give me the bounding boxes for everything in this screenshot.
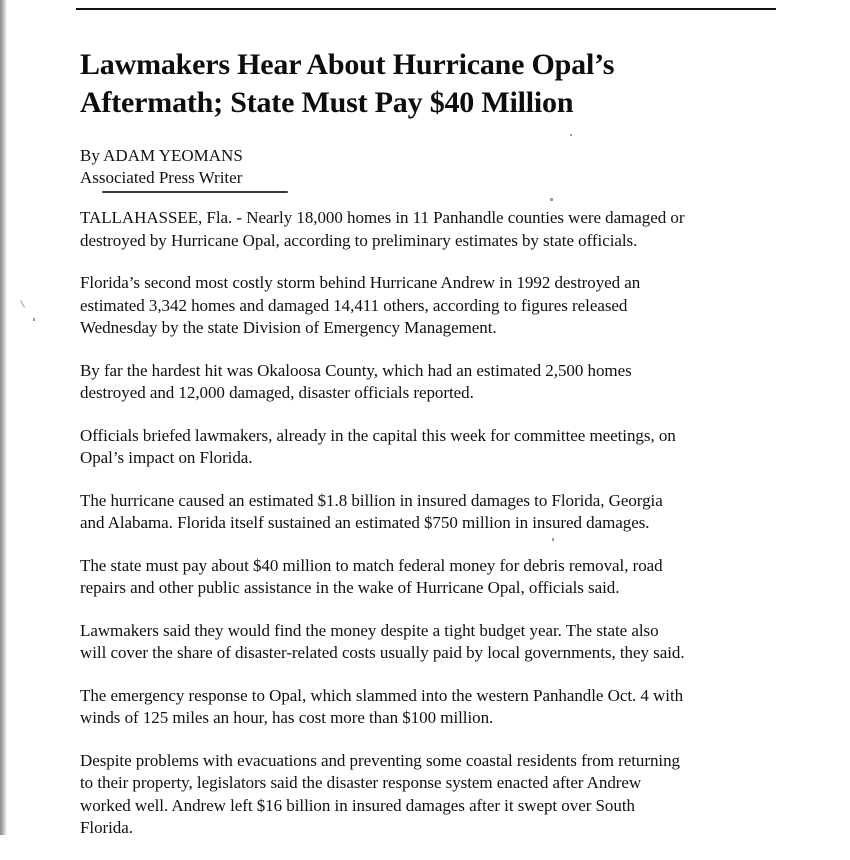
text-line: will cover the share of disaster-related costs usually paid by local governments, they said. bbox=[80, 643, 685, 662]
text-line: Officials briefed lawmakers, already in the capital this week for committee meetings, on bbox=[80, 425, 676, 445]
text-line: to their property, legislators said the disaster response system enacted after Andrew bbox=[80, 773, 642, 792]
paragraph bbox=[80, 360, 790, 405]
text-line: winds of 125 miles an hour, has cost more than $100 million. bbox=[80, 708, 494, 727]
byline bbox=[80, 145, 288, 193]
paragraph bbox=[80, 750, 790, 840]
text-line: The hurricane caused an estimated $1.8 billion in insured damages to Florida, Georgia bbox=[80, 490, 663, 510]
text-line: worked well. Andrew left $16 billion in insured damages after it swept over South bbox=[80, 795, 635, 815]
paragraph bbox=[80, 207, 790, 252]
headline-line-1: Lawmakers Hear About Hurricane Opal’s bbox=[80, 48, 615, 81]
paragraph bbox=[80, 272, 790, 340]
top-rule bbox=[76, 8, 776, 10]
scan-edge-shadow bbox=[0, 0, 7, 835]
scan-speck bbox=[552, 538, 554, 541]
text-line: Wednesday by the state Division of Emergency Management. bbox=[80, 318, 497, 337]
text-line: The state must pay about $40 million to match federal money for debris removal, road bbox=[80, 555, 663, 575]
headline-line-2: Aftermath; State Must Pay $40 Million bbox=[80, 86, 574, 119]
text-line: Opal’s impact on Florida. bbox=[80, 448, 253, 467]
paragraph bbox=[80, 685, 790, 730]
scan-speck bbox=[550, 198, 553, 201]
text-line: estimated 3,342 homes and damaged 14,411 others, according to figures released bbox=[80, 295, 628, 315]
byline-title: Associated Press Writer bbox=[80, 168, 243, 187]
scan-speck bbox=[33, 318, 35, 321]
text-line: TALLAHASSEE, Fla. - Nearly 18,000 homes in 11 Panhandle counties were damaged or bbox=[80, 208, 685, 227]
text-line: Florida’s second most costly storm behind Hurricane Andrew in 1992 destroyed an bbox=[80, 273, 641, 292]
paragraph bbox=[80, 425, 790, 470]
paragraph bbox=[80, 555, 790, 600]
scan-speck bbox=[570, 134, 572, 136]
paragraph bbox=[80, 620, 790, 665]
text-line: repairs and other public assistance in the wake of Hurricane Opal, officials said. bbox=[80, 578, 620, 597]
text-line: The emergency response to Opal, which slammed into the western Panhandle Oct. 4 with bbox=[80, 685, 684, 705]
text-line: Florida. bbox=[80, 818, 133, 837]
byline-author: By ADAM YEOMANS bbox=[80, 146, 243, 165]
article-body bbox=[80, 207, 790, 860]
text-line: Lawmakers said they would find the money despite a tight budget year. The state also bbox=[80, 620, 659, 640]
text-line: By far the hardest hit was Okaloosa County, which had an estimated 2,500 homes bbox=[80, 360, 632, 380]
text-line: destroyed by Hurricane Opal, according to preliminary estimates by state officials. bbox=[80, 230, 638, 250]
paragraph bbox=[80, 490, 790, 535]
pen-underline-mark bbox=[102, 191, 288, 193]
scan-speck bbox=[20, 300, 25, 307]
text-line: Despite problems with evacuations and preventing some coastal residents from returning bbox=[80, 750, 680, 770]
headline bbox=[80, 46, 760, 122]
text-line: and Alabama. Florida itself sustained an estimated $750 million in insured damages. bbox=[80, 513, 650, 532]
text-line: destroyed and 12,000 damaged, disaster officials reported. bbox=[80, 383, 474, 402]
